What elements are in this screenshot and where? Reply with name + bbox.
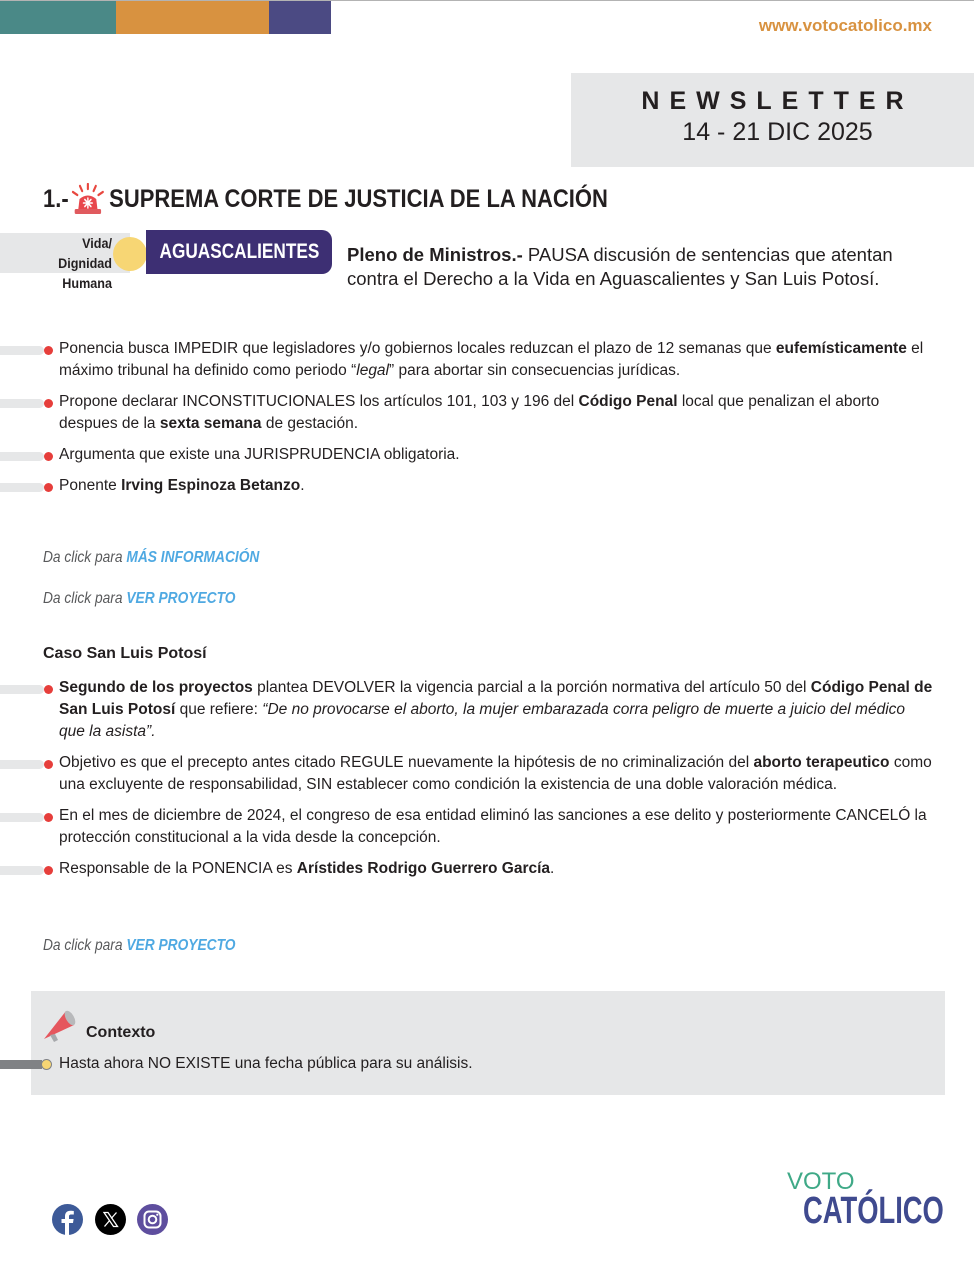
context-panel <box>31 991 945 1095</box>
bullet-rail <box>0 483 44 492</box>
text: como una excluyente de responsabilidad, SIN establecer como condición la existencia de una doble valoración médica. <box>59 754 932 793</box>
newsletter-banner <box>571 73 974 167</box>
text: que refiere: <box>175 701 263 718</box>
category-line: Vida/ <box>82 235 112 251</box>
facebook-icon[interactable] <box>52 1204 83 1235</box>
bullet-item <box>0 805 974 849</box>
bullet-item <box>0 677 974 743</box>
ver-proyecto-line <box>43 590 235 608</box>
bullet-rail <box>0 685 44 694</box>
bullet-dot-icon <box>44 813 53 822</box>
bullet-dot-icon <box>44 866 53 875</box>
text: En el mes de diciembre de 2024, el congreso de esa entidad eliminó las sanciones a ese delito y posteriormente CANCELÓ la protección constitucional a la vida desde la concepción. <box>59 807 927 846</box>
text: Ponencia busca IMPEDIR que legisladores y/o gobiernos locales reduzcan el plazo de 12 semanas que <box>59 340 776 357</box>
bullet-item <box>0 858 974 880</box>
text: Ponente <box>59 477 122 494</box>
context-title: Contexto <box>86 1024 156 1041</box>
bullet-dot-icon <box>44 452 53 461</box>
bullet-rail <box>0 399 44 408</box>
bullet-rail <box>0 760 44 769</box>
bold-text: Código Penal <box>578 393 678 410</box>
click-prefix: Da click para <box>43 549 127 566</box>
bold-text: Código Penal de San Luis Potosí <box>59 679 933 718</box>
slp-bullet-list <box>0 677 974 889</box>
text: ” para abortar sin consecuencias jurídicas. <box>389 362 681 379</box>
bold-text: eufemísticamente <box>775 340 907 357</box>
category-label <box>29 233 112 293</box>
section-title: SUPREMA CORTE DE JUSTICIA DE LA NACIÓN <box>109 184 608 213</box>
bullet-item <box>0 391 974 435</box>
instagram-icon[interactable] <box>137 1204 168 1235</box>
bullet-item <box>0 444 974 466</box>
megaphone-icon <box>40 1005 80 1045</box>
x-icon[interactable] <box>95 1204 126 1235</box>
state-tag-label: AGUASCALIENTES <box>159 240 319 263</box>
italic-text: “De no provocarse el aborto, la mujer embarazada corra peligro de muerte a juicio del médico que la asista”. <box>59 701 906 740</box>
text: plantea DEVOLVER la vigencia parcial a la porción normativa del artículo 50 del <box>252 679 811 696</box>
site-url-link[interactable]: www.votocatolico.mx <box>758 16 932 35</box>
lead-bold: Pleno de Ministros.- <box>347 244 523 265</box>
siren-icon <box>70 183 105 215</box>
bullet-dot-icon <box>44 346 53 355</box>
text: local que penalizan el aborto despues de la <box>59 393 880 432</box>
context-dot <box>41 1059 52 1070</box>
text: Propone declarar INCONSTITUCIONALES los artículos 101, 103 y 196 del <box>59 393 579 410</box>
brand-bar-orange <box>116 1 269 34</box>
click-prefix: Da click para <box>43 590 127 607</box>
newsletter-date: 14 - 21 DIC 2025 <box>682 118 873 146</box>
text: Argumenta que existe una JURISPRUDENCIA obligatoria. <box>59 446 460 463</box>
ver-proyecto-link[interactable]: VER PROYECTO <box>126 590 236 607</box>
bullet-dot-icon <box>44 399 53 408</box>
category-line: Humana <box>62 275 112 291</box>
category-dot <box>113 237 147 271</box>
section-number: 1.- <box>43 184 69 213</box>
context-rail <box>0 1060 42 1069</box>
text: Responsable de la PONENCIA es <box>59 860 297 877</box>
bullet-item <box>0 752 974 796</box>
bold-text: aborto terapeutico <box>753 754 890 771</box>
ver-proyecto-line-2 <box>43 937 235 955</box>
bullet-item <box>0 475 974 497</box>
bullet-dot-icon <box>44 483 53 492</box>
section-heading <box>43 183 608 215</box>
bullet-dot-icon <box>44 760 53 769</box>
text: . <box>550 860 555 877</box>
text: . <box>300 477 305 494</box>
bullet-rail <box>0 452 44 461</box>
text: el máximo tribunal ha definido como periodo “ <box>59 340 924 379</box>
mas-informacion-link[interactable]: MÁS INFORMACIÓN <box>126 549 260 566</box>
bullet-rail <box>0 346 44 355</box>
bullet-rail <box>0 866 44 875</box>
brand-bar-teal <box>0 1 116 34</box>
newsletter-title: NEWSLETTER <box>641 87 914 115</box>
bullet-dot-icon <box>44 685 53 694</box>
more-info-line <box>43 549 259 567</box>
category-line: Dignidad <box>58 255 112 271</box>
bullet-item <box>0 338 974 382</box>
click-prefix: Da click para <box>43 937 127 954</box>
bold-text: Segundo de los proyectos <box>59 679 253 696</box>
lead-paragraph <box>347 243 927 291</box>
bold-text: Irving Espinoza Betanzo <box>121 477 301 494</box>
text: Objetivo es que el precepto antes citado REGULE nuevamente la hipótesis de no criminalización del <box>59 754 754 771</box>
lead-text: PAUSA discusión de sentencias que atentan contra el Derecho a la Vida en Aguascalientes y San Luis Potosí. <box>347 244 893 289</box>
state-tag <box>146 230 332 274</box>
bullet-rail <box>0 813 44 822</box>
logo-voto: VOTO <box>787 1168 855 1195</box>
context-text: Hasta ahora NO EXISTE una fecha pública para su análisis. <box>59 1055 473 1072</box>
aguascalientes-bullet-list <box>0 338 974 506</box>
logo-catolico: CATÓLICO <box>803 1190 944 1232</box>
ver-proyecto-link-2[interactable]: VER PROYECTO <box>126 937 236 954</box>
case-title: Caso San Luis Potosí <box>43 645 207 662</box>
italic-text: legal <box>356 362 389 379</box>
bold-text: Arístides Rodrigo Guerrero García <box>296 860 551 877</box>
bold-text: sexta semana <box>159 415 262 432</box>
brand-bar-purple <box>269 1 331 34</box>
text: de gestación. <box>261 415 359 432</box>
